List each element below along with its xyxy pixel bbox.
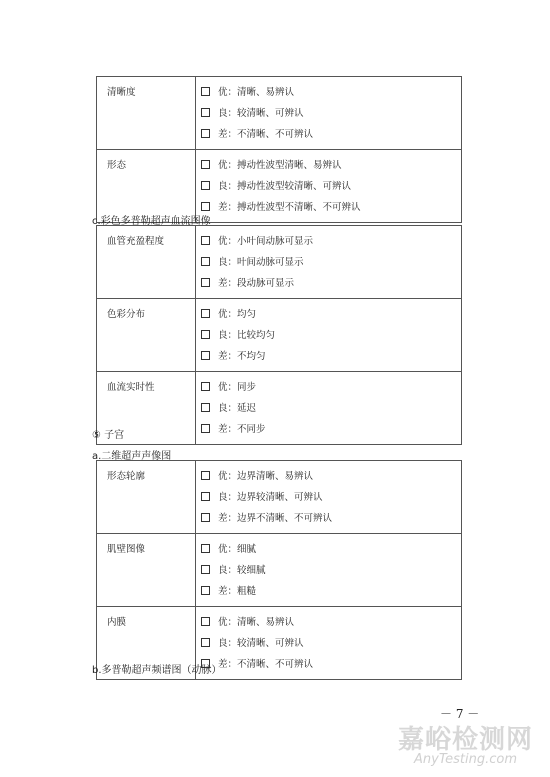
page-number: － 7 － <box>440 707 480 721</box>
option-label: 差：不清晰、不可辨认 <box>218 129 314 140</box>
criterion-label: 内膜 <box>97 607 196 680</box>
option-item[interactable] <box>196 508 461 529</box>
criterion-options <box>196 372 462 445</box>
section-heading-b: b.多普勒超声频谱图（动脉） <box>92 665 222 676</box>
checkbox[interactable] <box>201 544 210 553</box>
checkbox[interactable] <box>201 278 210 287</box>
checkbox[interactable] <box>201 382 210 391</box>
option-label: 优：同步 <box>218 382 257 393</box>
criterion-options <box>196 461 462 534</box>
option-label: 良：较清晰、可辨认 <box>218 638 304 649</box>
option-item[interactable] <box>196 560 461 581</box>
criterion-label: 血管充盈程度 <box>97 226 196 299</box>
table-row <box>97 299 462 372</box>
criterion-options <box>196 226 462 299</box>
checkbox[interactable] <box>201 236 210 245</box>
checkbox[interactable] <box>201 586 210 595</box>
checkbox[interactable] <box>201 492 210 501</box>
option-item[interactable] <box>196 419 461 440</box>
option-label: 良：比较均匀 <box>218 330 276 341</box>
option-item[interactable] <box>196 273 461 294</box>
option-item[interactable] <box>196 325 461 346</box>
criterion-options <box>196 150 462 223</box>
option-label: 良：叶间动脉可显示 <box>218 257 304 268</box>
option-label: 差：边界不清晰、不可辨认 <box>218 513 333 524</box>
option-item[interactable] <box>196 466 461 487</box>
option-label: 优：搏动性波型清晰、易辨认 <box>218 160 342 171</box>
option-item[interactable] <box>196 581 461 602</box>
option-item[interactable] <box>196 252 461 273</box>
option-label: 良：搏动性波型较清晰、可辨认 <box>218 181 352 192</box>
option-label: 良：较细腻 <box>218 565 266 576</box>
option-label: 优：清晰、易辨认 <box>218 87 295 98</box>
option-item[interactable] <box>196 176 461 197</box>
option-label: 良：延迟 <box>218 403 257 414</box>
criterion-label: 肌壁图像 <box>97 534 196 607</box>
option-label: 差：不同步 <box>218 424 266 435</box>
criterion-options <box>196 607 462 680</box>
table-row <box>97 372 462 445</box>
watermark-text-cn: 嘉峪检测网 <box>398 725 534 755</box>
option-item[interactable] <box>196 124 461 145</box>
option-item[interactable] <box>196 231 461 252</box>
criterion-options <box>196 534 462 607</box>
checkbox[interactable] <box>201 638 210 647</box>
checkbox[interactable] <box>201 424 210 433</box>
section-heading-uterus: ⑤ 子宫 <box>92 430 125 441</box>
checkbox[interactable] <box>201 181 210 190</box>
checkbox[interactable] <box>201 565 210 574</box>
checkbox[interactable] <box>201 160 210 169</box>
checkbox[interactable] <box>201 257 210 266</box>
criterion-label: 血流实时性 <box>97 372 196 445</box>
option-item[interactable] <box>196 539 461 560</box>
option-label: 良：边界较清晰、可辨认 <box>218 492 323 503</box>
checkbox[interactable] <box>201 617 210 626</box>
checkbox[interactable] <box>201 309 210 318</box>
option-item[interactable] <box>196 197 461 218</box>
section-heading-a: a.二维超声声像图 <box>92 451 172 462</box>
criterion-options <box>196 299 462 372</box>
table-row <box>97 226 462 299</box>
option-label: 差：不清晰、不可辨认 <box>218 659 314 670</box>
checkbox[interactable] <box>201 351 210 360</box>
evaluation-table-3 <box>96 460 462 680</box>
checkbox[interactable] <box>201 129 210 138</box>
checkbox[interactable] <box>201 513 210 522</box>
option-item[interactable] <box>196 82 461 103</box>
option-label: 差：不均匀 <box>218 351 266 362</box>
watermark-text-en: AnyTesting.com <box>414 752 518 767</box>
option-item[interactable] <box>196 612 461 633</box>
option-item[interactable] <box>196 346 461 367</box>
evaluation-table-1 <box>96 76 462 223</box>
option-label: 差：段动脉可显示 <box>218 278 295 289</box>
option-item[interactable] <box>196 398 461 419</box>
evaluation-table-2 <box>96 225 462 445</box>
checkbox[interactable] <box>201 87 210 96</box>
checkbox[interactable] <box>201 330 210 339</box>
option-label: 差：粗糙 <box>218 586 257 597</box>
table-row <box>97 461 462 534</box>
option-item[interactable] <box>196 633 461 654</box>
option-item[interactable] <box>196 377 461 398</box>
checkbox[interactable] <box>201 202 210 211</box>
checkbox[interactable] <box>201 471 210 480</box>
table-row <box>97 534 462 607</box>
option-item[interactable] <box>196 103 461 124</box>
option-label: 差：搏动性波型不清晰、不可辨认 <box>218 202 361 213</box>
checkbox[interactable] <box>201 108 210 117</box>
criterion-options <box>196 77 462 150</box>
option-item[interactable] <box>196 155 461 176</box>
criterion-label: 形态 <box>97 150 196 223</box>
criterion-label: 形态轮廓 <box>97 461 196 534</box>
criterion-label: 清晰度 <box>97 77 196 150</box>
option-label: 优：清晰、易辨认 <box>218 617 295 628</box>
criterion-label: 色彩分布 <box>97 299 196 372</box>
option-item[interactable] <box>196 304 461 325</box>
option-label: 良：较清晰、可辨认 <box>218 108 304 119</box>
option-label: 优：均匀 <box>218 309 257 320</box>
option-label: 优：边界清晰、易辨认 <box>218 471 314 482</box>
option-item[interactable] <box>196 654 461 675</box>
checkbox[interactable] <box>201 403 210 412</box>
section-heading-c: c.彩色多普勒超声血流图像 <box>92 216 211 227</box>
option-label: 优：细腻 <box>218 544 257 555</box>
option-label: 优：小叶间动脉可显示 <box>218 236 314 247</box>
table-row <box>97 77 462 150</box>
option-item[interactable] <box>196 487 461 508</box>
